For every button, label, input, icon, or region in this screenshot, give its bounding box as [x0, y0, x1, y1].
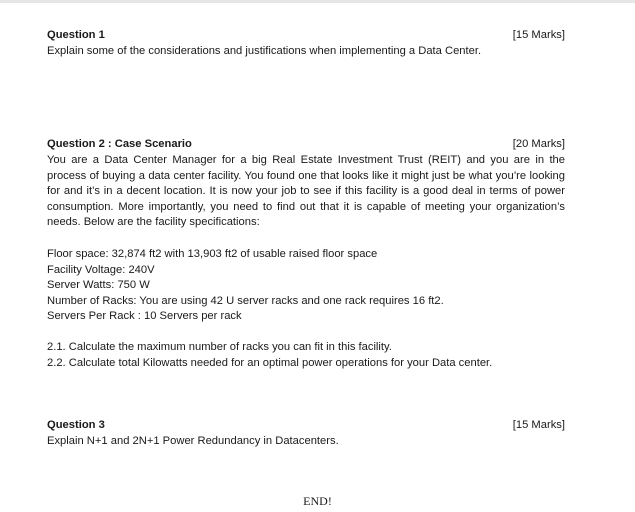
facility-spec-list — [47, 247, 565, 325]
spec-servers-per-rack: Servers Per Rack : 10 Servers per rack — [47, 310, 242, 323]
question-2-header — [47, 137, 565, 152]
question-1-title: Question 1 — [47, 29, 105, 41]
question-2 — [47, 137, 565, 371]
question-1-marks: [15 Marks] — [512, 29, 565, 41]
spec-floor-space: Floor space: 32,874 ft2 with 13,903 ft2 of usable raised floor space — [47, 247, 378, 260]
question-1-header — [47, 28, 565, 43]
task-2-2: 2.2. Calculate total Kilowatts needed for an optimal power operations for your Data center. — [47, 356, 493, 369]
spec-facility-voltage: Facility Voltage: 240V — [47, 263, 155, 276]
question-1 — [47, 28, 565, 60]
question-2-marks: [20 Marks] — [512, 138, 565, 150]
page-top-edge — [0, 0, 635, 3]
question-3-title: Question 3 — [47, 419, 105, 431]
task-list — [47, 340, 565, 371]
question-3 — [47, 418, 565, 450]
question-1-text: Explain some of the considerations and justifications when implementing a Data Center. — [47, 45, 482, 57]
question-3-marks: [15 Marks] — [512, 419, 565, 431]
spec-number-of-racks: Number of Racks: You are using 42 U server racks and one rack requires 16 ft2. — [47, 294, 444, 307]
task-2-1: 2.1. Calculate the maximum number of racks you can fit in this facility. — [47, 340, 392, 353]
question-2-title: Question 2 : Case Scenario — [47, 138, 192, 150]
question-3-text: Explain N+1 and 2N+1 Power Redundancy in Datacenters. — [47, 435, 339, 447]
spec-server-watts: Server Watts: 750 W — [47, 279, 150, 292]
end-marker: END! — [303, 494, 332, 508]
question-3-header — [47, 418, 565, 433]
question-2-scenario-text: You are a Data Center Manager for a big Real Estate Investment Trust (REIT) and you are in the process of buying a data center facility. You found one that looks like it might just be what you’re looking for and it’s in a decent location. It is now your job to see if this facility is a good deal in terms of power consumption. More importantly, you need to find out that it is capable of meeting your organization’s needs. Below are the facility specifications: — [47, 154, 565, 229]
